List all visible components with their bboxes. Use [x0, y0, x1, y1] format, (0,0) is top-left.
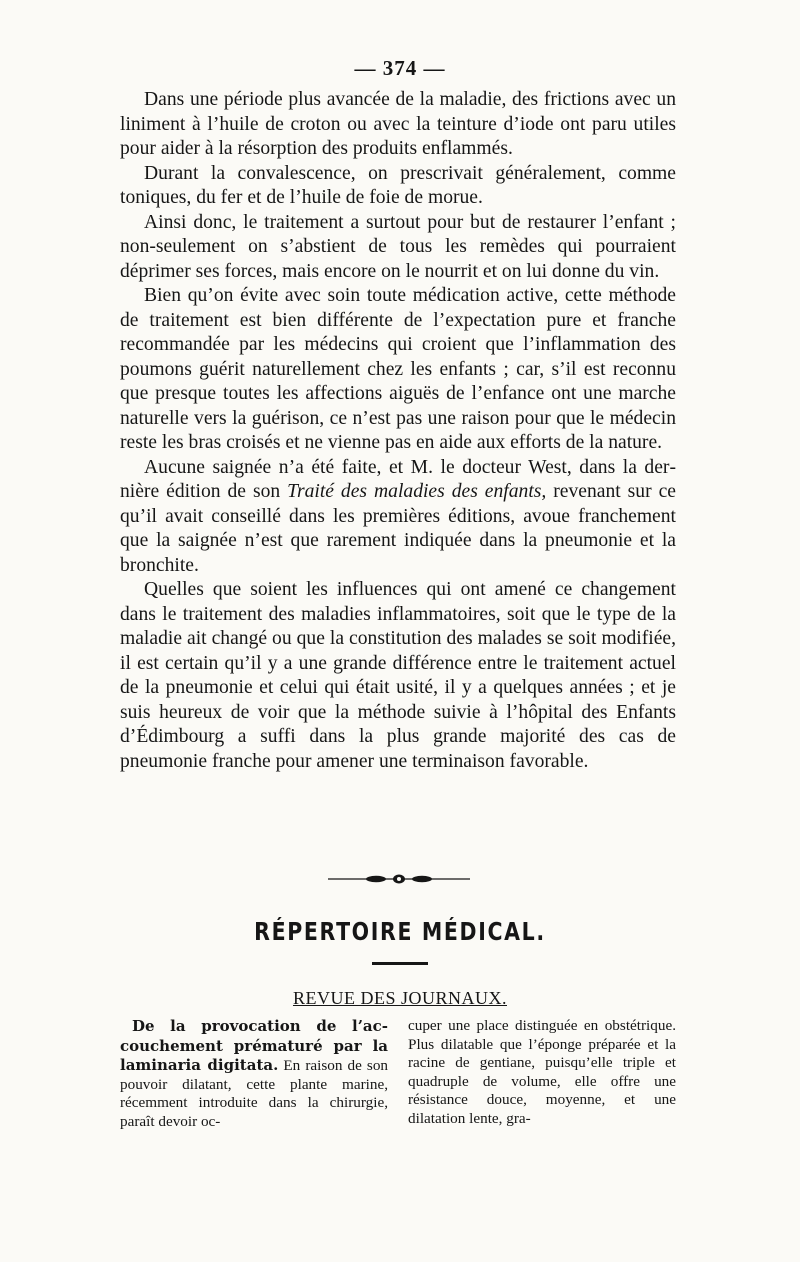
body-text [120, 88, 676, 774]
paragraph [120, 456, 676, 579]
subsection-title [0, 988, 800, 1009]
article-heading: De la provocation de l’accouchement prématuré par la laminaria digitata. [120, 1017, 388, 1075]
section-title: RÉPERTOIRE MÉDICAL. [254, 917, 546, 946]
page-number: — 374 — [354, 56, 446, 80]
paragraph-text: revenant sur ce qu’il avait conseillé dans les premières éditions, avoue franchement que la saignée n’est que rarement indiquée dans la pneumonie et la bronchite. [120, 481, 676, 576]
paragraph-text: Aucune saignée n’a été faite, et M. le docteur West, dans la dernière édition de son [120, 456, 676, 502]
subsection-title-text: REVUE DES JOURNAUX. [292, 988, 507, 1008]
left-column [120, 1017, 388, 1132]
ornamental-divider [328, 872, 470, 886]
article-columns [120, 1017, 676, 1132]
article-text: En raison de son pouvoir dilatant, cette plante marine, récemment introduite dans la chirurgie, paraît devoir oc- [120, 1057, 389, 1130]
article-continuation: cuper une place distinguée en obstétrique. Plus dilatable que l’éponge préparée et la racine de gentiane, puisqu’elle triple et quadruple de volume, elle offre une résistance douce, moyenne, et une dilatation lente, gra- [408, 1017, 676, 1127]
title-rule [372, 962, 428, 965]
paragraph: Dans une période plus avancée de la maladie, des frictions avec un liniment à l’huile de croton ou avec la teinture d’iode ont paru utiles pour aider à la résorption des produits enflammés. [120, 89, 676, 159]
paragraph: Bien qu’on évite avec soin toute médication active, cette méthode de traitement est bien différente de l’expectation pure et franche recommandée par les médecins qui croient que l’inflammation des poumons guérit naturellement chez les enfants ; car, s’il est reconnu que presque toutes les affections aiguës de l’enfance ont une marche naturelle vers la guérison, ce n’est pas une raison pour que le médecin reste les bras croisés et ne vienne pas en aide aux efforts de la nature. [120, 285, 676, 453]
book-title: Traité des maladies des enfants, [287, 481, 547, 502]
paragraph: Quelles que soient les influences qui ont amené ce changement dans le traitement des maladies inflammatoires, soit que le type de la maladie ait changé ou que la constitution des malades se soit modifiée, il est certain qu’il y a une grande différence entre le traitement actuel de la pneumonie et celui qui était usité, il y a quelques années ; et je suis heureux de voir que la méthode suivie à l’hôpital des Enfants d’Édimbourg a suffi dans la plus grande majorité des cas de pneumonie franche pour amener une terminaison favorable. [120, 579, 676, 772]
right-column [408, 1017, 676, 1132]
article-paragraph [120, 1017, 388, 1132]
paragraph: Durant la convalescence, on prescrivait généralement, comme toniques, du fer et de l’huile de foie de morue. [120, 162, 676, 208]
paragraph: Ainsi donc, le traitement a surtout pour but de restaurer l’enfant ; non-seulement on s’abstient de tous les remèdes qui pourraient déprimer ses forces, mais encore on le nourrit et on lui donne du vin. [120, 211, 676, 282]
